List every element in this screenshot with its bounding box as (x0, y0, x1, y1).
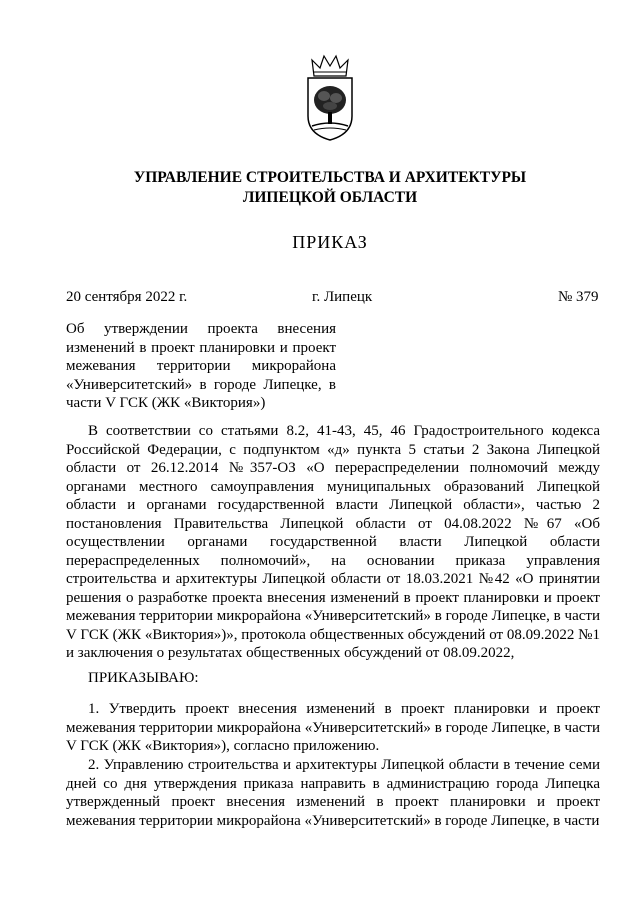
order-item-1: 1. Утвердить проект внесения изменений в проект планировки и проект межевания территории микрорайона «Университетский» в городе Липецке, в части V ГСК (ЖК «Виктория»), согласно приложению. (66, 701, 600, 754)
document-city: г. Липецк (312, 289, 373, 305)
document-subject: Об утверждении проекта внесения изменений в проект планировки и проект межевания территории микрорайона «Университетский» в городе Липецке, в части V ГСК (ЖК «Виктория») (66, 321, 336, 411)
organization-name-line1: УПРАВЛЕНИЕ СТРОИТЕЛЬСТВА И АРХИТЕКТУРЫ (133, 169, 527, 186)
document-type: ПРИКАЗ (292, 232, 368, 252)
order-word: ПРИКАЗЫВАЮ: (88, 670, 199, 686)
document-date: 20 сентября 2022 г. (66, 289, 188, 305)
coat-of-arms-icon (300, 54, 360, 142)
organization-name (60, 168, 600, 208)
document-number: № 379 (558, 289, 599, 305)
order-item-2: 2. Управлению строительства и архитектуры Липецкой области в течение семи дней со дня утверждения приказа направить в администрацию города Липецка утвержденный проект внесения изменений в проект планировки и проект межевания территории микрорайона «Университетский» в городе Липецке, в части (66, 757, 600, 829)
organization-name-line2: ЛИПЕЦКОЙ ОБЛАСТИ (242, 189, 418, 206)
preamble-paragraph: В соответствии со статьями 8.2, 41-43, 45, 46 Градостроительного кодекса Российской Федерации, с подпунктом «д» пункта 5 статьи 2 Закона Липецкой области от 26.12.2014 №357-ОЗ «О перераспределении полномочий между органами местного самоуправления муниципальных образований Липецкой области и органами государственной власти Липецкой области», частью 2 постановления Правительства Липецкой области от 04.08.2022 №67 «Об осуществлении органами государственной власти Липецкой области перераспределенных полномочий», на основании приказа управления строительства и архитектуры Липецкой области от 18.03.2021 №42 «О принятии решения о разработке проекта внесения изменений в проект планировки и проект межевания территории микрорайона «Университетский» в городе Липецке, в части V ГСК (ЖК «Виктория»)», протокола общественных обсуждений от 08.09.2022 №1 и заключения о результатах общественных обсуждений от 08.09.2022, (66, 423, 600, 661)
